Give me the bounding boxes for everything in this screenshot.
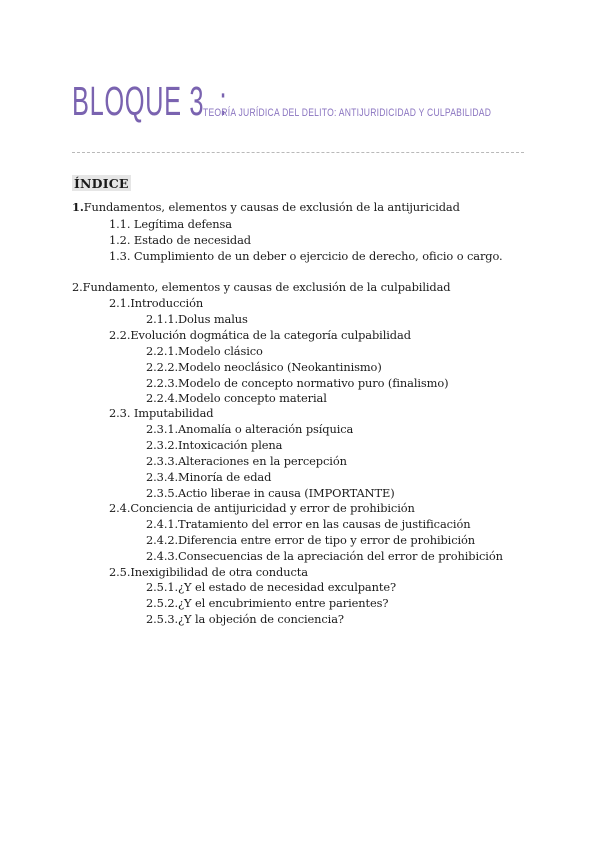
toc-item: 1.2. Estado de necesidad <box>109 233 251 247</box>
toc-item: 2.2.Evolución dogmática de la categoría culpabilidad <box>109 328 411 342</box>
toc-item: 1.1. Legítima defensa <box>109 217 232 231</box>
toc-item: 2.4.1.Tratamiento del error en las causas de justificación <box>146 517 471 531</box>
toc-item: 2.4.Conciencia de antijuricidad y error de prohibición <box>109 501 415 515</box>
toc-item: 2.5.1.¿Y el estado de necesidad exculpante? <box>146 580 396 594</box>
toc-item: 2.5.3.¿Y la objeción de conciencia? <box>146 612 344 626</box>
toc-item: 1.3. Cumplimiento de un deber o ejercicio de derecho, oficio o cargo. <box>109 249 503 263</box>
toc-item: 2.1.Introducción <box>109 296 204 310</box>
document-subtitle: TEORÍA JURÍDICA DEL DELITO: ANTIJURIDICIDAD Y CULPABILIDAD <box>203 107 492 119</box>
toc-item: 2.2.4.Modelo concepto material <box>146 391 327 405</box>
toc-item: 2.2.1.Modelo clásico <box>146 344 263 358</box>
toc-item: 2.5.2.¿Y el encubrimiento entre parientes? <box>146 596 389 610</box>
toc-item: 2.3. Imputabilidad <box>109 406 214 420</box>
index-heading: ÍNDICE <box>74 176 129 191</box>
toc-item: 2.3.2.Intoxicación plena <box>146 438 283 452</box>
toc-item: 2.3.4.Minoría de edad <box>146 470 272 484</box>
toc-item: 2.3.3.Alteraciones en la percepción <box>146 454 347 468</box>
toc-item: 2.4.2.Diferencia entre error de tipo y error de prohibición <box>146 533 476 547</box>
toc-item: 2.5.Inexigibilidad de otra conducta <box>109 565 308 579</box>
toc-item: 2.3.5.Actio liberae in causa (IMPORTANTE) <box>146 486 395 500</box>
document-title: BLOQUE 3 : <box>72 78 228 124</box>
toc-item: 1.Fundamentos, elementos y causas de exclusión de la antijuricidad <box>72 200 460 214</box>
toc-item: 2.4.3.Consecuencias de la apreciación del error de prohibición <box>146 549 503 563</box>
toc-item: 2.1.1.Dolus malus <box>146 312 248 326</box>
toc-item: 2.Fundamento, elementos y causas de exclusión de la culpabilidad <box>72 280 451 294</box>
dashed-divider <box>72 152 524 153</box>
toc-item: 2.2.2.Modelo neoclásico (Neokantinismo) <box>146 360 382 374</box>
toc-item: 2.2.3.Modelo de concepto normativo puro (finalismo) <box>146 376 449 390</box>
toc-item: 2.3.1.Anomalía o alteración psíquica <box>146 422 354 436</box>
